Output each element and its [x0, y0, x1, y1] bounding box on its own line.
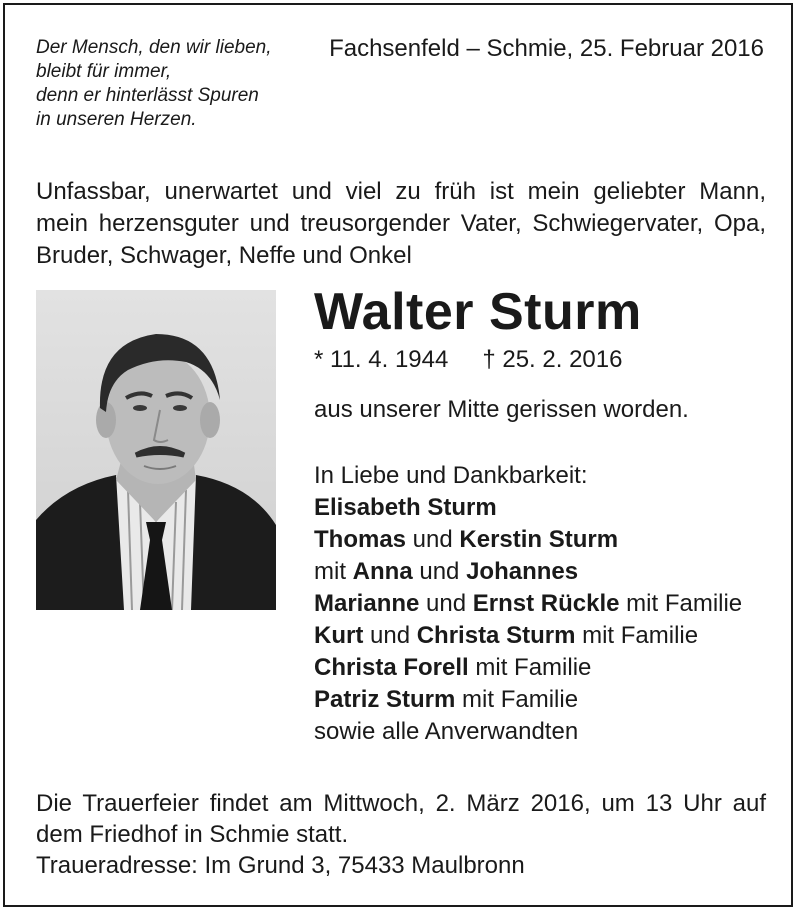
mourner-line: [314, 524, 742, 556]
connector-text: mit Familie: [455, 686, 579, 713]
mourner-name: Kerstin Sturm: [459, 526, 619, 553]
connector-text: und: [419, 590, 473, 617]
connector-text: und: [406, 526, 460, 553]
mourner-name: Johannes: [466, 558, 579, 585]
connector-text: und: [412, 558, 467, 585]
connector-text: mit: [314, 558, 353, 585]
intro-line: Bruder, Schwager, Neffe und Onkel: [36, 242, 412, 269]
intro-text: [36, 176, 766, 272]
mourner-name: Marianne: [314, 590, 420, 617]
mourner-line: [314, 588, 742, 620]
connector-text: mit Familie: [575, 622, 699, 649]
mourner-line: [314, 556, 742, 588]
mourners-heading: In Liebe und Dankbarkeit:: [314, 462, 588, 489]
funeral-line: Die Trauerfeier findet am Mittwoch, 2. März 2016, um 13 Uhr auf: [36, 790, 766, 817]
mourners-closing: sowie alle Anverwandten: [314, 718, 579, 745]
connector-text: mit Familie: [468, 654, 592, 681]
life-dates: [314, 344, 622, 376]
mourner-line: [314, 620, 742, 652]
mourner-name: Elisabeth Sturm: [314, 494, 497, 521]
memorial-poem: [36, 36, 272, 132]
birth-date: * 11. 4. 1944: [314, 346, 449, 373]
mourners-list: [314, 460, 742, 748]
mourner-name: Kurt: [314, 622, 364, 649]
mourner-name: Ernst Rückle: [472, 590, 620, 617]
poem-line: Der Mensch, den wir lieben,: [36, 37, 272, 58]
poem-line: denn er hinterlässt Spuren: [36, 85, 259, 106]
mourner-name: Patriz Sturm: [314, 686, 456, 713]
mourner-line: [314, 492, 742, 524]
mourner-line: [314, 684, 742, 716]
torn-from-us-text: aus unserer Mitte gerissen worden.: [314, 396, 689, 423]
intro-line: mein herzensguter und treusorgender Vater, Schwiegervater, Opa,: [36, 210, 766, 237]
funeral-info: [36, 788, 766, 881]
deceased-name: Walter Sturm: [314, 283, 642, 341]
place-date: Fachsenfeld – Schmie, 25. Februar 2016: [329, 35, 764, 62]
funeral-line: dem Friedhof in Schmie statt.: [36, 821, 349, 848]
death-date: † 25. 2. 2016: [482, 346, 623, 373]
poem-line: in unseren Herzen.: [36, 109, 197, 130]
mourner-name: Christa Forell: [314, 654, 469, 681]
mourner-name: Christa Sturm: [416, 622, 576, 649]
connector-text: und: [363, 622, 417, 649]
mourner-name: Anna: [352, 558, 413, 585]
connector-text: mit Familie: [619, 590, 743, 617]
intro-line: Unfassbar, unerwartet und viel zu früh ist mein geliebter Mann,: [36, 178, 766, 205]
mourning-address: Traueradresse: Im Grund 3, 75433 Maulbronn: [36, 852, 525, 879]
mourner-line: [314, 652, 742, 684]
portrait-illustration: [36, 290, 276, 610]
deceased-portrait-photo: [36, 290, 276, 610]
poem-line: bleibt für immer,: [36, 61, 172, 82]
mourner-name: Thomas: [314, 526, 407, 553]
